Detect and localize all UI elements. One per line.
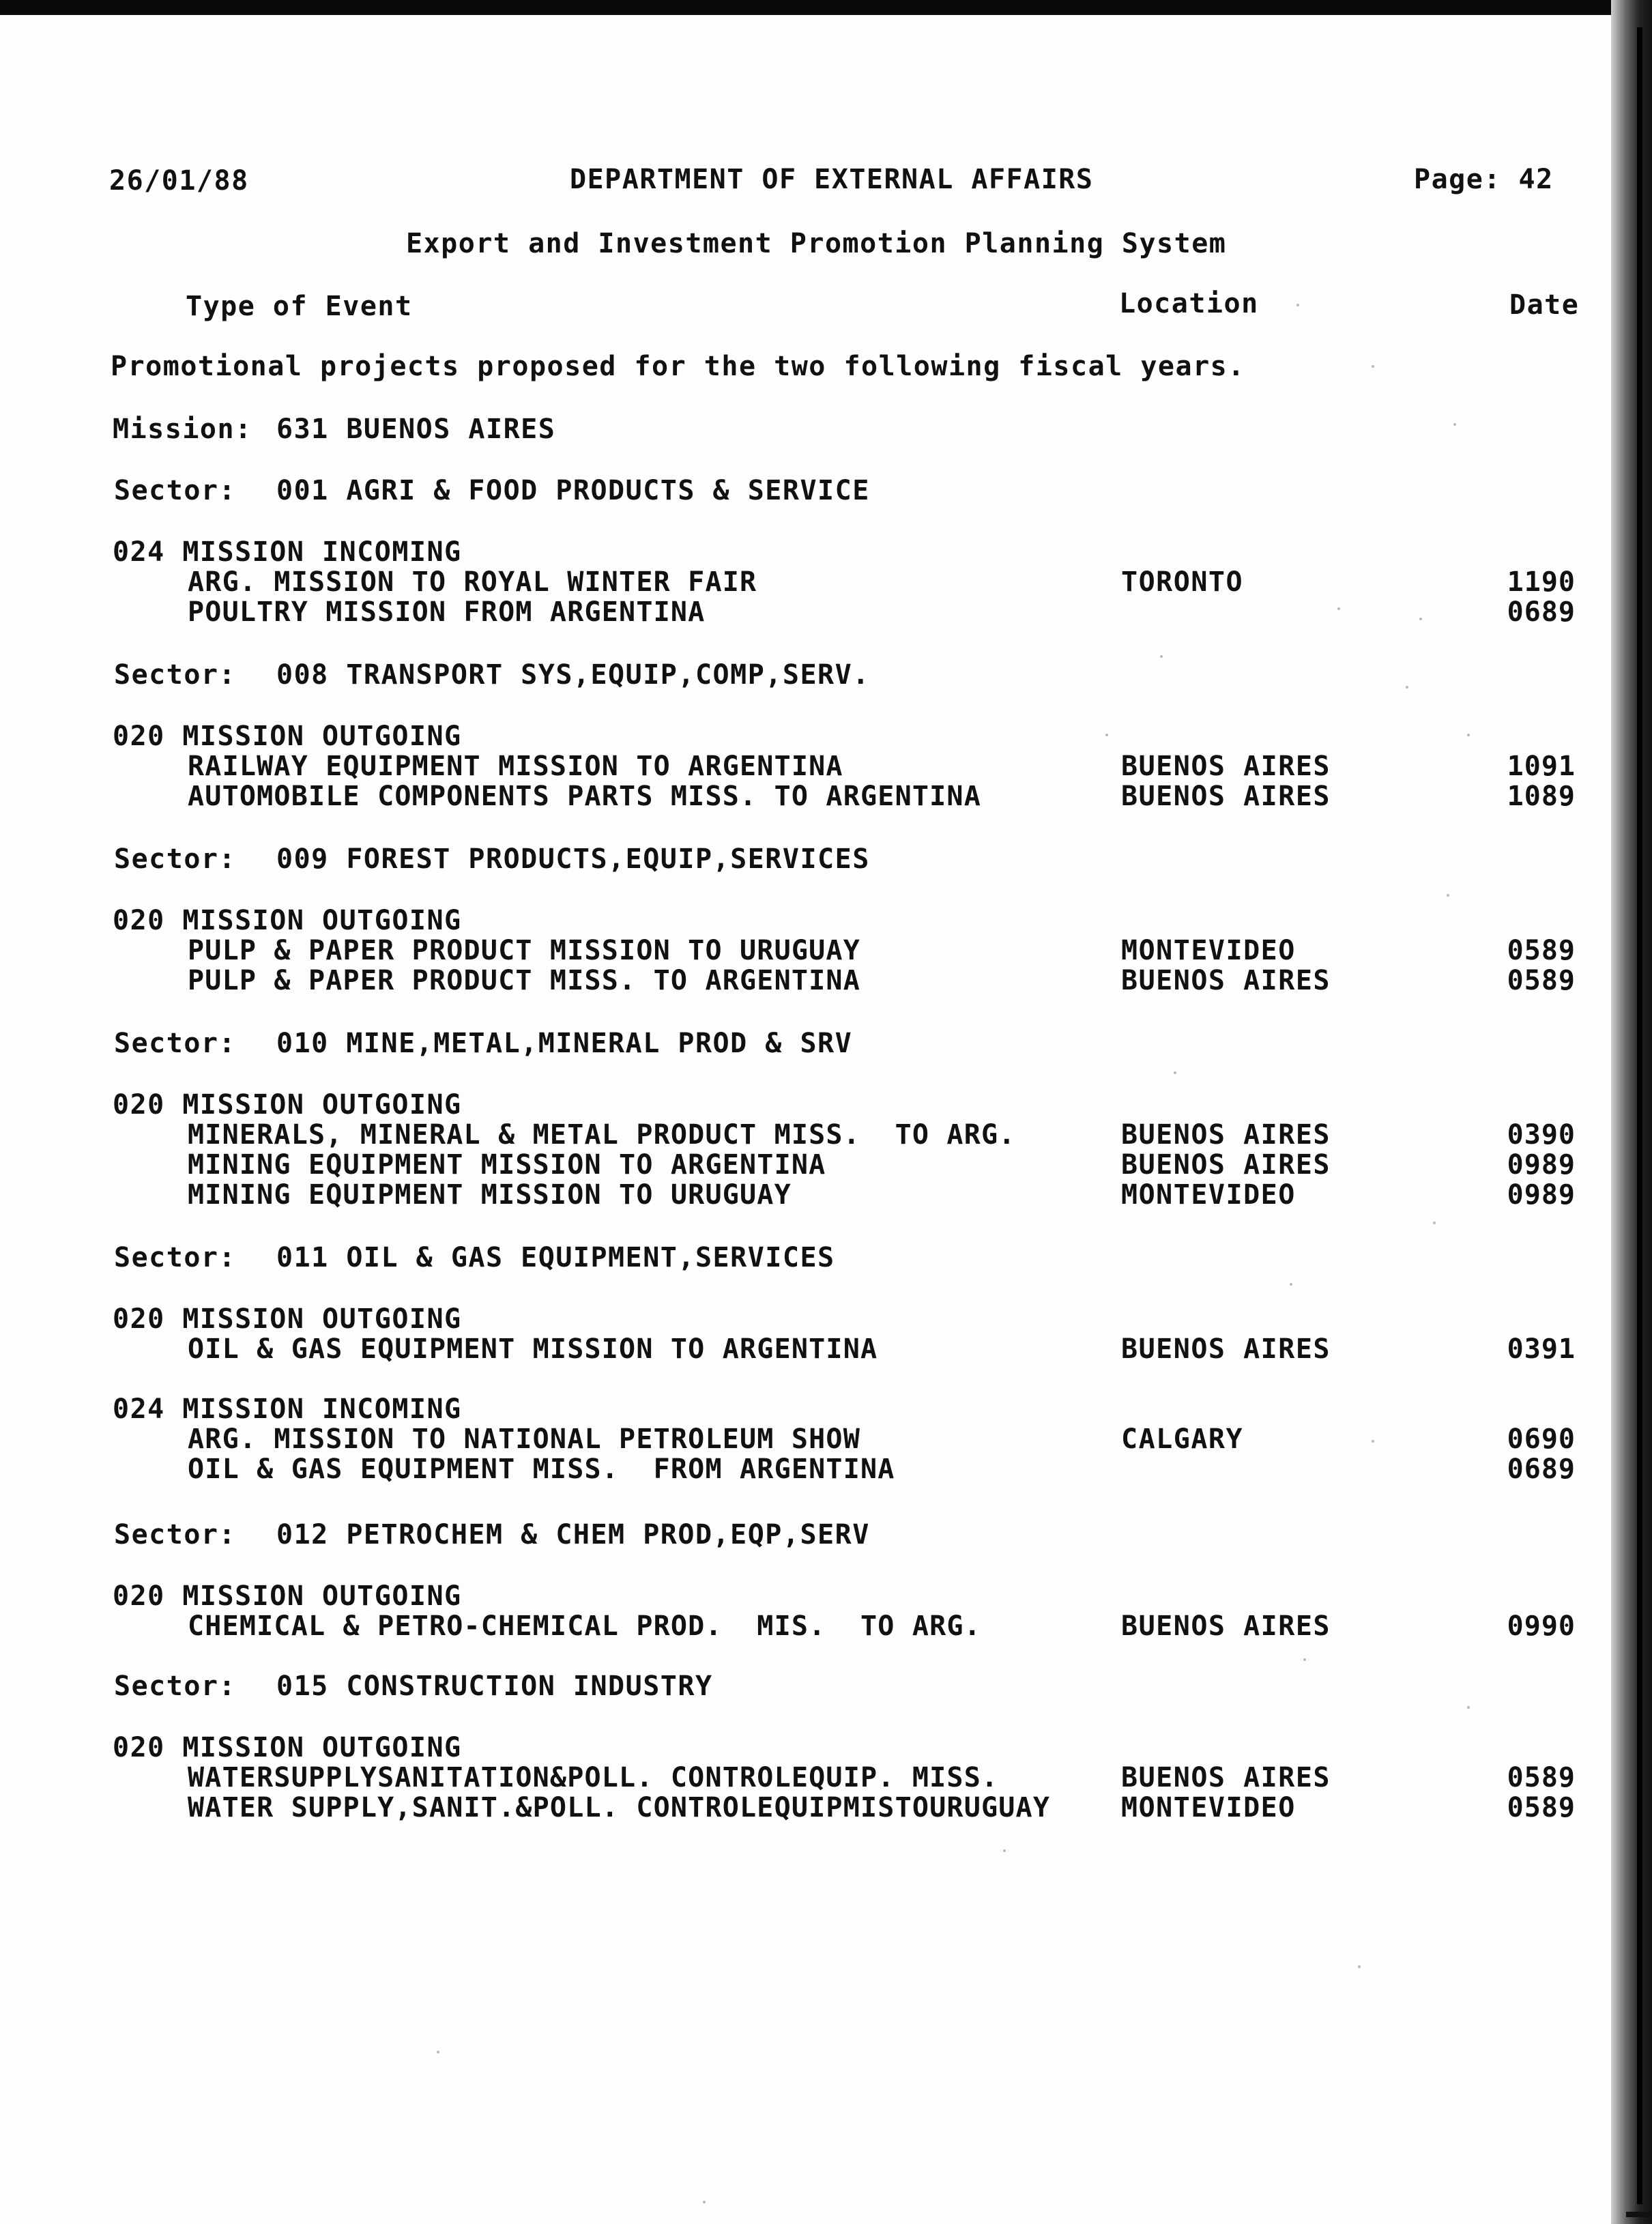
event-type-line xyxy=(0,1580,1597,1612)
event-date: 0689 xyxy=(1507,596,1576,628)
scan-speck xyxy=(1372,365,1374,368)
event-row xyxy=(0,1424,1597,1455)
sector-name: 009 FOREST PRODUCTS,EQUIP,SERVICES xyxy=(276,843,870,875)
scan-speck xyxy=(1467,734,1470,736)
event-row xyxy=(0,781,1597,812)
event-title: CHEMICAL & PETRO-CHEMICAL PROD. MIS. TO ARG. xyxy=(188,1611,981,1642)
event-date: 0589 xyxy=(1507,965,1576,996)
scan-speck xyxy=(1453,423,1456,426)
scan-speck xyxy=(1003,1849,1006,1852)
event-date: 1089 xyxy=(1507,781,1576,812)
page-number: 42 xyxy=(1518,164,1554,195)
scan-speck xyxy=(1419,618,1422,620)
mission-value: 631 BUENOS AIRES xyxy=(276,414,556,445)
scan-speck xyxy=(1303,1658,1306,1661)
event-location: MONTEVIDEO xyxy=(1121,1792,1296,1823)
event-location: CALGARY xyxy=(1121,1424,1244,1455)
event-title: POULTRY MISSION FROM ARGENTINA xyxy=(188,596,706,628)
event-location: BUENOS AIRES xyxy=(1121,965,1331,996)
column-header-location: Location xyxy=(1119,288,1259,319)
sector-label: Sector: xyxy=(114,1028,237,1059)
scan-speck xyxy=(1290,1283,1292,1286)
event-location: MONTEVIDEO xyxy=(1121,935,1296,966)
event-title: AUTOMOBILE COMPONENTS PARTS MISS. TO ARGENTINA xyxy=(188,781,981,812)
sector-label: Sector: xyxy=(114,1519,237,1550)
event-title: RAILWAY EQUIPMENT MISSION TO ARGENTINA xyxy=(188,751,843,782)
scan-speck xyxy=(703,2201,706,2204)
scan-speck xyxy=(1433,1222,1436,1224)
page-label: Page: xyxy=(1414,164,1501,195)
event-title: PULP & PAPER PRODUCT MISS. TO ARGENTINA xyxy=(188,965,860,996)
event-type: 020 MISSION OUTGOING xyxy=(113,1089,462,1121)
system-subtitle: Export and Investment Promotion Planning System xyxy=(406,228,1227,259)
event-location: BUENOS AIRES xyxy=(1121,1119,1331,1151)
event-row xyxy=(0,935,1597,966)
event-row xyxy=(0,1611,1597,1642)
event-row xyxy=(0,1119,1597,1151)
event-title: ARG. MISSION TO NATIONAL PETROLEUM SHOW xyxy=(188,1424,860,1455)
event-type-line xyxy=(0,536,1597,568)
sector-name: 010 MINE,METAL,MINERAL PROD & SRV xyxy=(276,1028,853,1059)
event-row xyxy=(0,1149,1597,1181)
column-header-type: Type of Event xyxy=(186,291,413,322)
sector-line xyxy=(0,1242,1597,1273)
sector-label: Sector: xyxy=(114,843,237,875)
event-title: MINING EQUIPMENT MISSION TO URUGUAY xyxy=(188,1179,792,1211)
sector-label: Sector: xyxy=(114,1242,237,1273)
department-title: DEPARTMENT OF EXTERNAL AFFAIRS xyxy=(570,164,1094,195)
scan-speck xyxy=(1337,607,1340,610)
sector-line xyxy=(0,1028,1597,1059)
event-row xyxy=(0,596,1597,628)
event-row xyxy=(0,566,1597,598)
sector-label: Sector: xyxy=(114,659,237,691)
sector-name: 008 TRANSPORT SYS,EQUIP,COMP,SERV. xyxy=(276,659,870,691)
event-row xyxy=(0,1179,1597,1211)
event-type: 024 MISSION INCOMING xyxy=(113,536,462,568)
scan-speck xyxy=(1447,894,1449,897)
sector-label: Sector: xyxy=(114,475,237,506)
event-location: BUENOS AIRES xyxy=(1121,751,1331,782)
event-title: MINERALS, MINERAL & METAL PRODUCT MISS. TO ARG. xyxy=(188,1119,1016,1151)
event-type: 024 MISSION INCOMING xyxy=(113,1393,462,1425)
event-title: OIL & GAS EQUIPMENT MISS. FROM ARGENTINA xyxy=(188,1454,895,1485)
event-type-line xyxy=(0,1393,1597,1425)
scan-speck xyxy=(1160,655,1163,658)
binder-spine xyxy=(1637,27,1642,2204)
event-title: WATER SUPPLY,SANIT.&POLL. CONTROLEQUIPMISTOURUGUAY xyxy=(188,1792,1051,1823)
event-title: PULP & PAPER PRODUCT MISSION TO URUGUAY xyxy=(188,935,860,966)
scan-speck xyxy=(1174,1071,1176,1074)
event-type-line xyxy=(0,1089,1597,1121)
sector-label: Sector: xyxy=(114,1671,237,1702)
event-date: 0989 xyxy=(1507,1179,1576,1211)
event-date: 0990 xyxy=(1507,1611,1576,1642)
event-date: 0390 xyxy=(1507,1119,1576,1151)
sector-line xyxy=(0,659,1597,691)
event-type: 020 MISSION OUTGOING xyxy=(113,1732,462,1763)
scan-speck xyxy=(1467,1706,1470,1709)
scan-speck xyxy=(1105,734,1108,736)
intro-line: Promotional projects proposed for the two following fiscal years. xyxy=(111,351,1245,382)
event-type-line xyxy=(0,1303,1597,1335)
sector-line xyxy=(0,1671,1597,1702)
event-type: 020 MISSION OUTGOING xyxy=(113,1303,462,1335)
sector-line xyxy=(0,1519,1597,1550)
event-date: 1190 xyxy=(1507,566,1576,598)
mission-line xyxy=(0,414,1597,445)
report-date: 26/01/88 xyxy=(109,165,249,197)
event-type: 020 MISSION OUTGOING xyxy=(113,721,462,752)
event-title: WATERSUPPLYSANITATION&POLL. CONTROLEQUIP. MISS. xyxy=(188,1762,999,1793)
event-location: BUENOS AIRES xyxy=(1121,781,1331,812)
event-date: 0690 xyxy=(1507,1424,1576,1455)
event-date: 0989 xyxy=(1507,1149,1576,1181)
event-row xyxy=(0,1762,1597,1793)
event-location: BUENOS AIRES xyxy=(1121,1333,1331,1365)
event-date: 0589 xyxy=(1507,1792,1576,1823)
event-location: BUENOS AIRES xyxy=(1121,1149,1331,1181)
event-type-line xyxy=(0,905,1597,936)
event-location: TORONTO xyxy=(1121,566,1244,598)
column-header-date: Date xyxy=(1509,289,1580,321)
scan-speck xyxy=(1358,1965,1361,1968)
event-location: BUENOS AIRES xyxy=(1121,1611,1331,1642)
event-title: MINING EQUIPMENT MISSION TO ARGENTINA xyxy=(188,1149,826,1181)
sector-name: 012 PETROCHEM & CHEM PROD,EQP,SERV xyxy=(276,1519,870,1550)
event-type: 020 MISSION OUTGOING xyxy=(113,1580,462,1612)
sector-line xyxy=(0,475,1597,506)
event-date: 1091 xyxy=(1507,751,1576,782)
event-location: MONTEVIDEO xyxy=(1121,1179,1296,1211)
page-indicator xyxy=(1414,164,1554,195)
binder-bracket xyxy=(1626,2212,1652,2217)
scan-speck xyxy=(1372,1440,1374,1443)
mission-label: Mission: xyxy=(113,414,252,445)
event-date: 0589 xyxy=(1507,935,1576,966)
event-date: 0589 xyxy=(1507,1762,1576,1793)
sector-name: 015 CONSTRUCTION INDUSTRY xyxy=(276,1671,713,1702)
event-row xyxy=(0,751,1597,782)
event-location: BUENOS AIRES xyxy=(1121,1762,1331,1793)
event-row xyxy=(0,1454,1597,1485)
event-title: ARG. MISSION TO ROYAL WINTER FAIR xyxy=(188,566,757,598)
event-type: 020 MISSION OUTGOING xyxy=(113,905,462,936)
scan-speck xyxy=(437,2051,439,2053)
sector-name: 001 AGRI & FOOD PRODUCTS & SERVICE xyxy=(276,475,870,506)
event-type-line xyxy=(0,721,1597,752)
event-type-line xyxy=(0,1732,1597,1763)
event-title: OIL & GAS EQUIPMENT MISSION TO ARGENTINA xyxy=(188,1333,878,1365)
sector-line xyxy=(0,843,1597,875)
event-date: 0689 xyxy=(1507,1454,1576,1485)
event-row xyxy=(0,1333,1597,1365)
scan-speck xyxy=(1296,304,1299,306)
event-row xyxy=(0,965,1597,996)
sector-name: 011 OIL & GAS EQUIPMENT,SERVICES xyxy=(276,1242,835,1273)
event-row xyxy=(0,1792,1597,1823)
event-date: 0391 xyxy=(1507,1333,1576,1365)
binder-shadow xyxy=(1611,0,1652,2224)
scan-speck xyxy=(1406,686,1408,689)
